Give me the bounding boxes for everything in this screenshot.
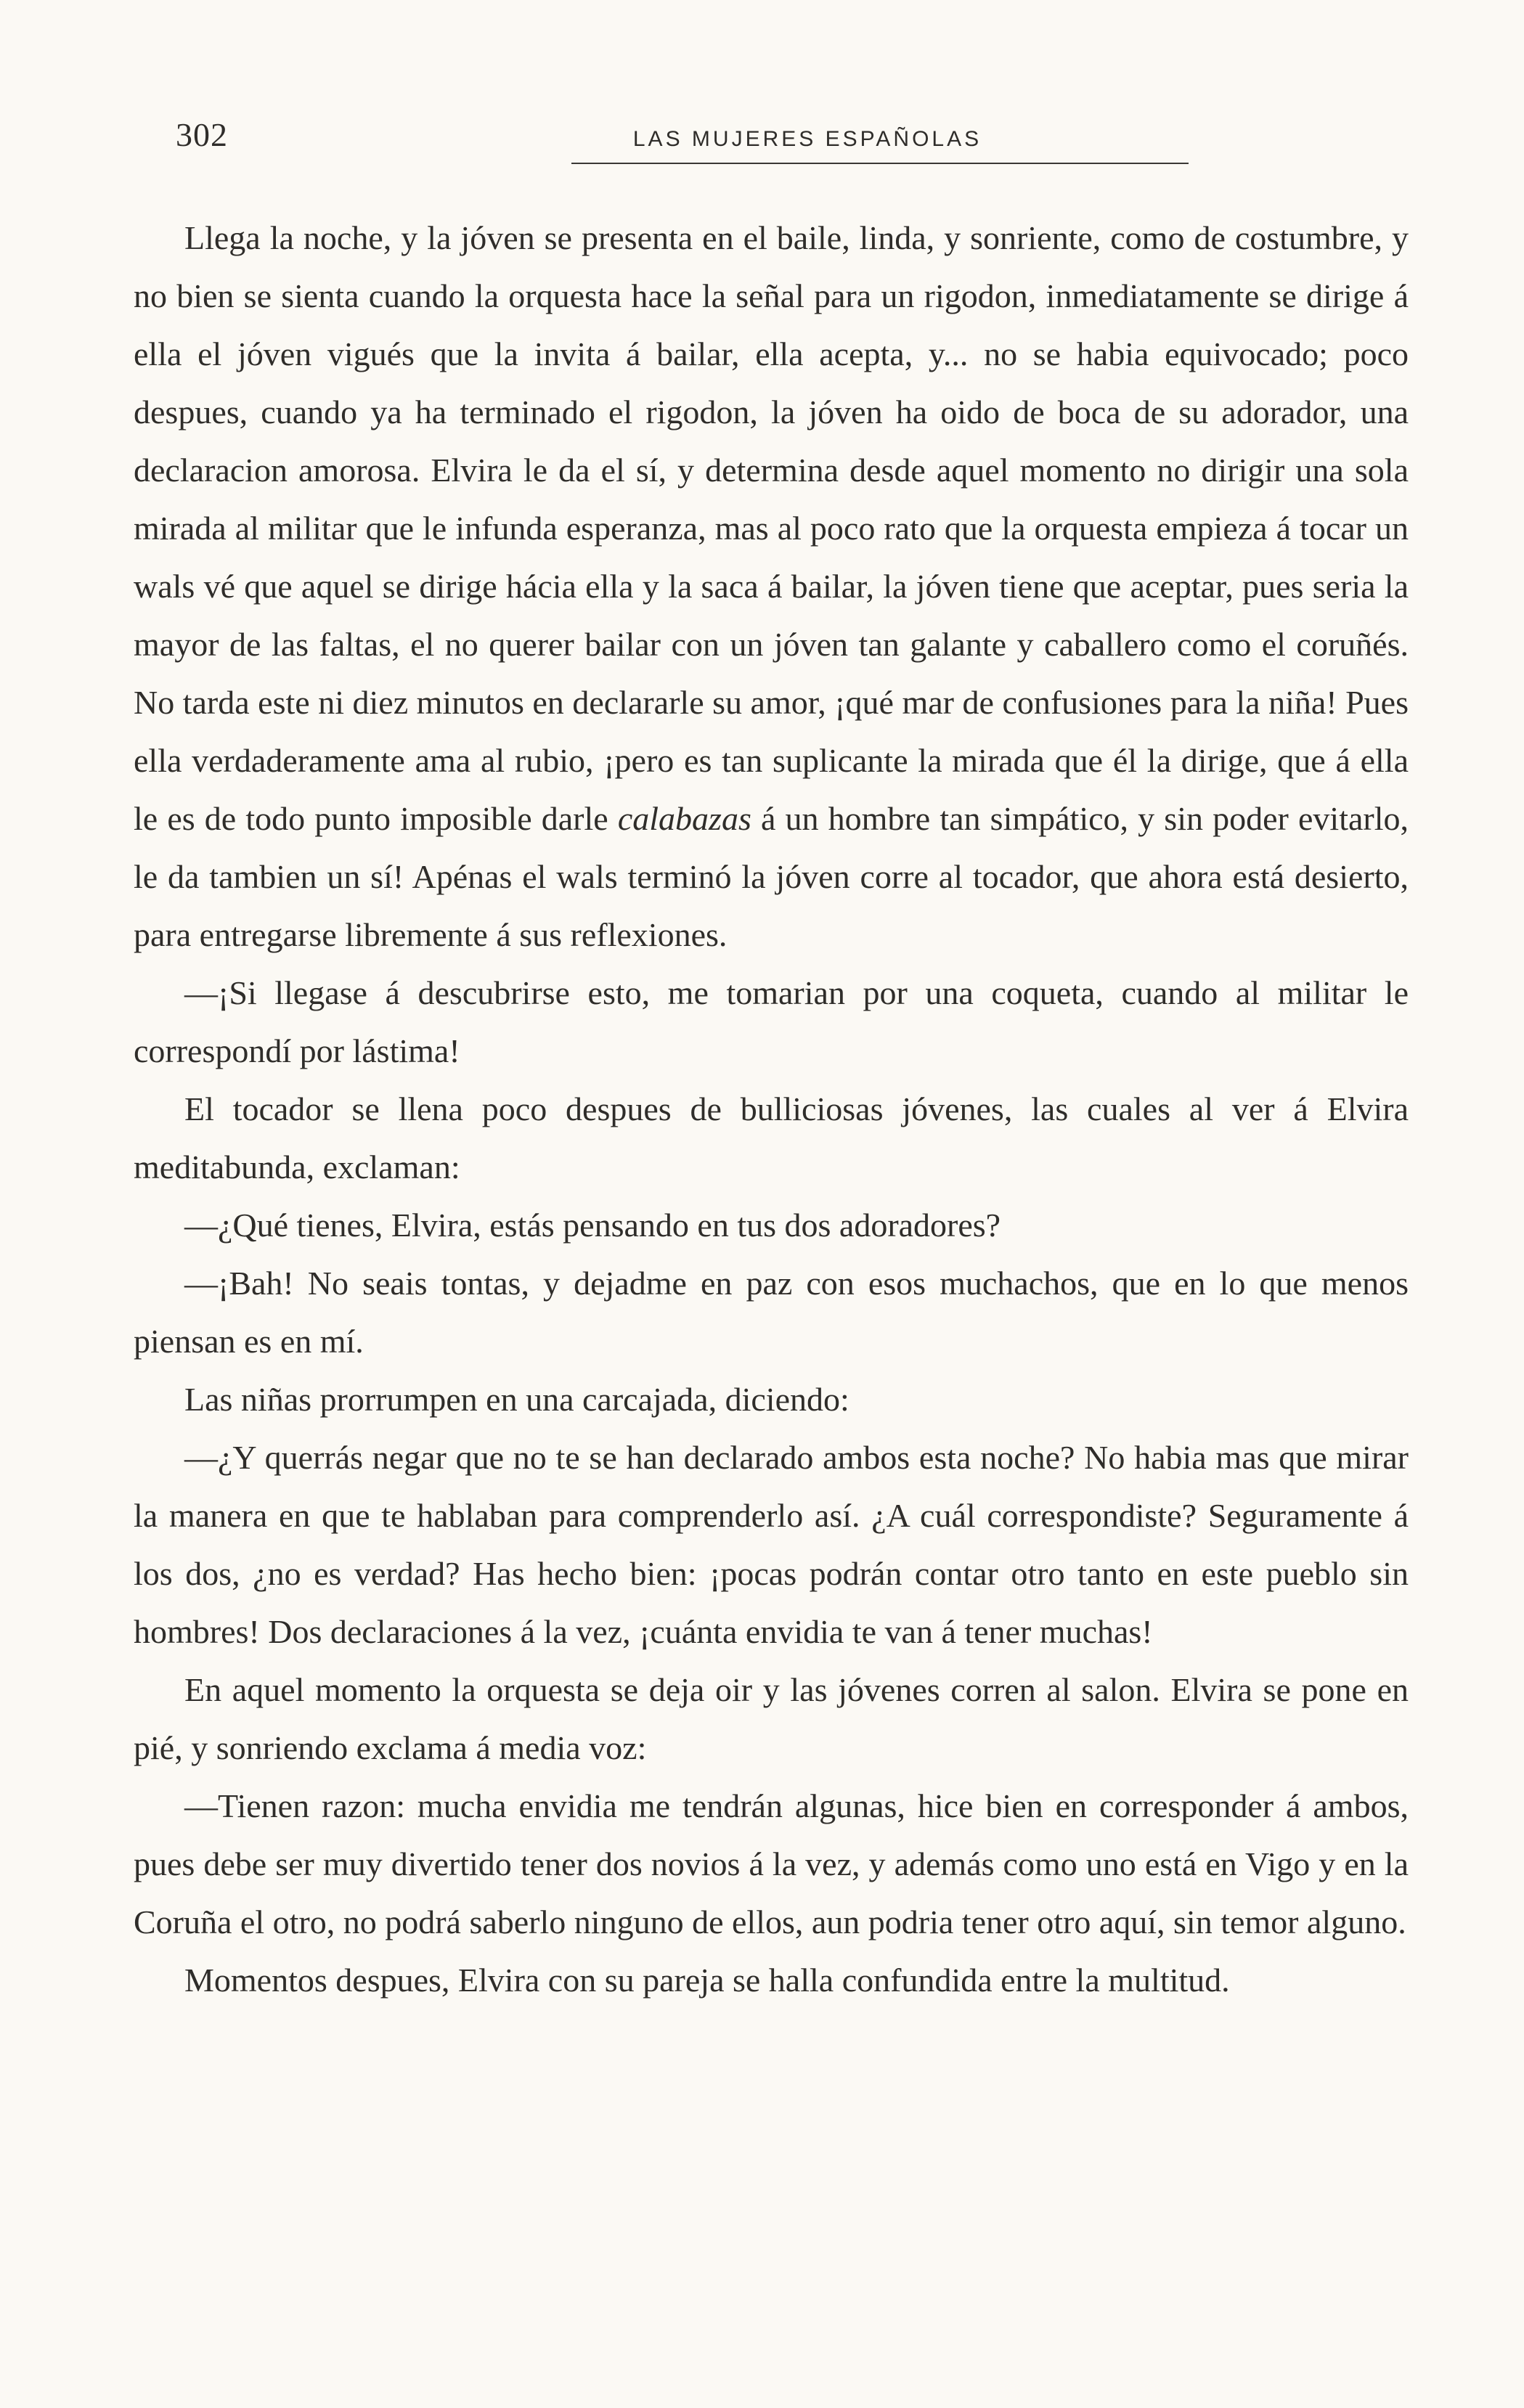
paragraph-4: —¿Qué tienes, Elvira, estás pensando en tus dos adoradores? [184, 1207, 1001, 1244]
paragraph-3: El tocador se llena poco despues de bulliciosas jóvenes, las cuales al ver á Elvira meditabunda, exclaman: [134, 1090, 1409, 1185]
paragraph-1-text-before: Llega la noche, y la jóven se presenta en el baile, linda, y sonriente, como de costumbre, y no bien se sienta cuando la orquesta hace la señal para un rigodon, inmediatamente se dirige á ella el jóven vigués que la invita á bailar, ella acepta, y... no se habia equivocado; poco despues, cuando ya ha terminado el rigodon, la jóven ha oido de boca de su adorador, una declaracion amorosa. Elvira le da el sí, y determina desde aquel momento no dirigir una sola mirada al militar que le infunda esperanza, mas al poco rato que la orquesta empieza á tocar un wals vé que aquel se dirige hácia ella y la saca á bailar, la jóven tiene que aceptar, pues seria la mayor de las faltas, el no querer bailar con un jóven tan galante y caballero como el coruñés. No tarda este ni diez minutos en declararle su amor, ¡qué mar de confusiones para la niña! Pues ella verdaderamente ama al rubio, ¡pero es tan suplicante la mirada que él la dirige, que á ella le es de todo punto imposible darle [134, 219, 1409, 837]
emphasis-calabazas: calabazas [617, 800, 751, 837]
paragraph-9: —Tienen razon: mucha envidia me tendrán algunas, hice bien en corresponder á ambos, pues debe ser muy divertido tener dos novios á la vez, y además como uno está en Vigo y en la Coruña el otro, no podrá saberlo ninguno de ellos, aun podria tener otro aquí, sin temor alguno. [134, 1787, 1409, 1940]
paragraph-1-text-after: á un hombre tan simpático, y sin poder evitarlo, le da tambien un sí! Apénas el wals terminó la jóven corre al tocador, que ahora está desierto, para entregarse libremente á sus reflexiones. [134, 800, 1409, 953]
paragraph-7: —¿Y querrás negar que no te se han declarado ambos esta noche? No habia mas que mirar la manera en que te hablaban para comprenderlo así. ¿A cuál correspondiste? Seguramente á los dos, ¿no es verdad? Has hecho bien: ¡pocas podrán contar otro tanto en este pueblo sin hombres! Dos declaraciones á la vez, ¡cuánta envidia te van á tener muchas! [134, 1439, 1409, 1650]
header-rule [571, 163, 1189, 164]
page-header [176, 116, 1403, 167]
paragraph-10: Momentos despues, Elvira con su pareja se halla confundida entre la multitud. [184, 1962, 1230, 1999]
running-title: LAS MUJERES ESPAÑOLAS [632, 127, 982, 151]
paragraph-1 [134, 209, 1409, 964]
paragraph-6: Las niñas prorrumpen en una carcajada, diciendo: [184, 1381, 849, 1418]
page-number: 302 [176, 116, 228, 153]
paragraph-2: —¡Si llegase á descubrirse esto, me tomarian por una coqueta, cuando al militar le correspondí por lástima! [134, 974, 1409, 1069]
body-text [134, 209, 1409, 2009]
paragraph-8: En aquel momento la orquesta se deja oir y las jóvenes corren al salon. Elvira se pone en pié, y sonriendo exclama á media voz: [134, 1671, 1409, 1766]
paragraph-5: —¡Bah! No seais tontas, y dejadme en paz con esos muchachos, que en lo que menos piensan es en mí. [134, 1265, 1409, 1360]
